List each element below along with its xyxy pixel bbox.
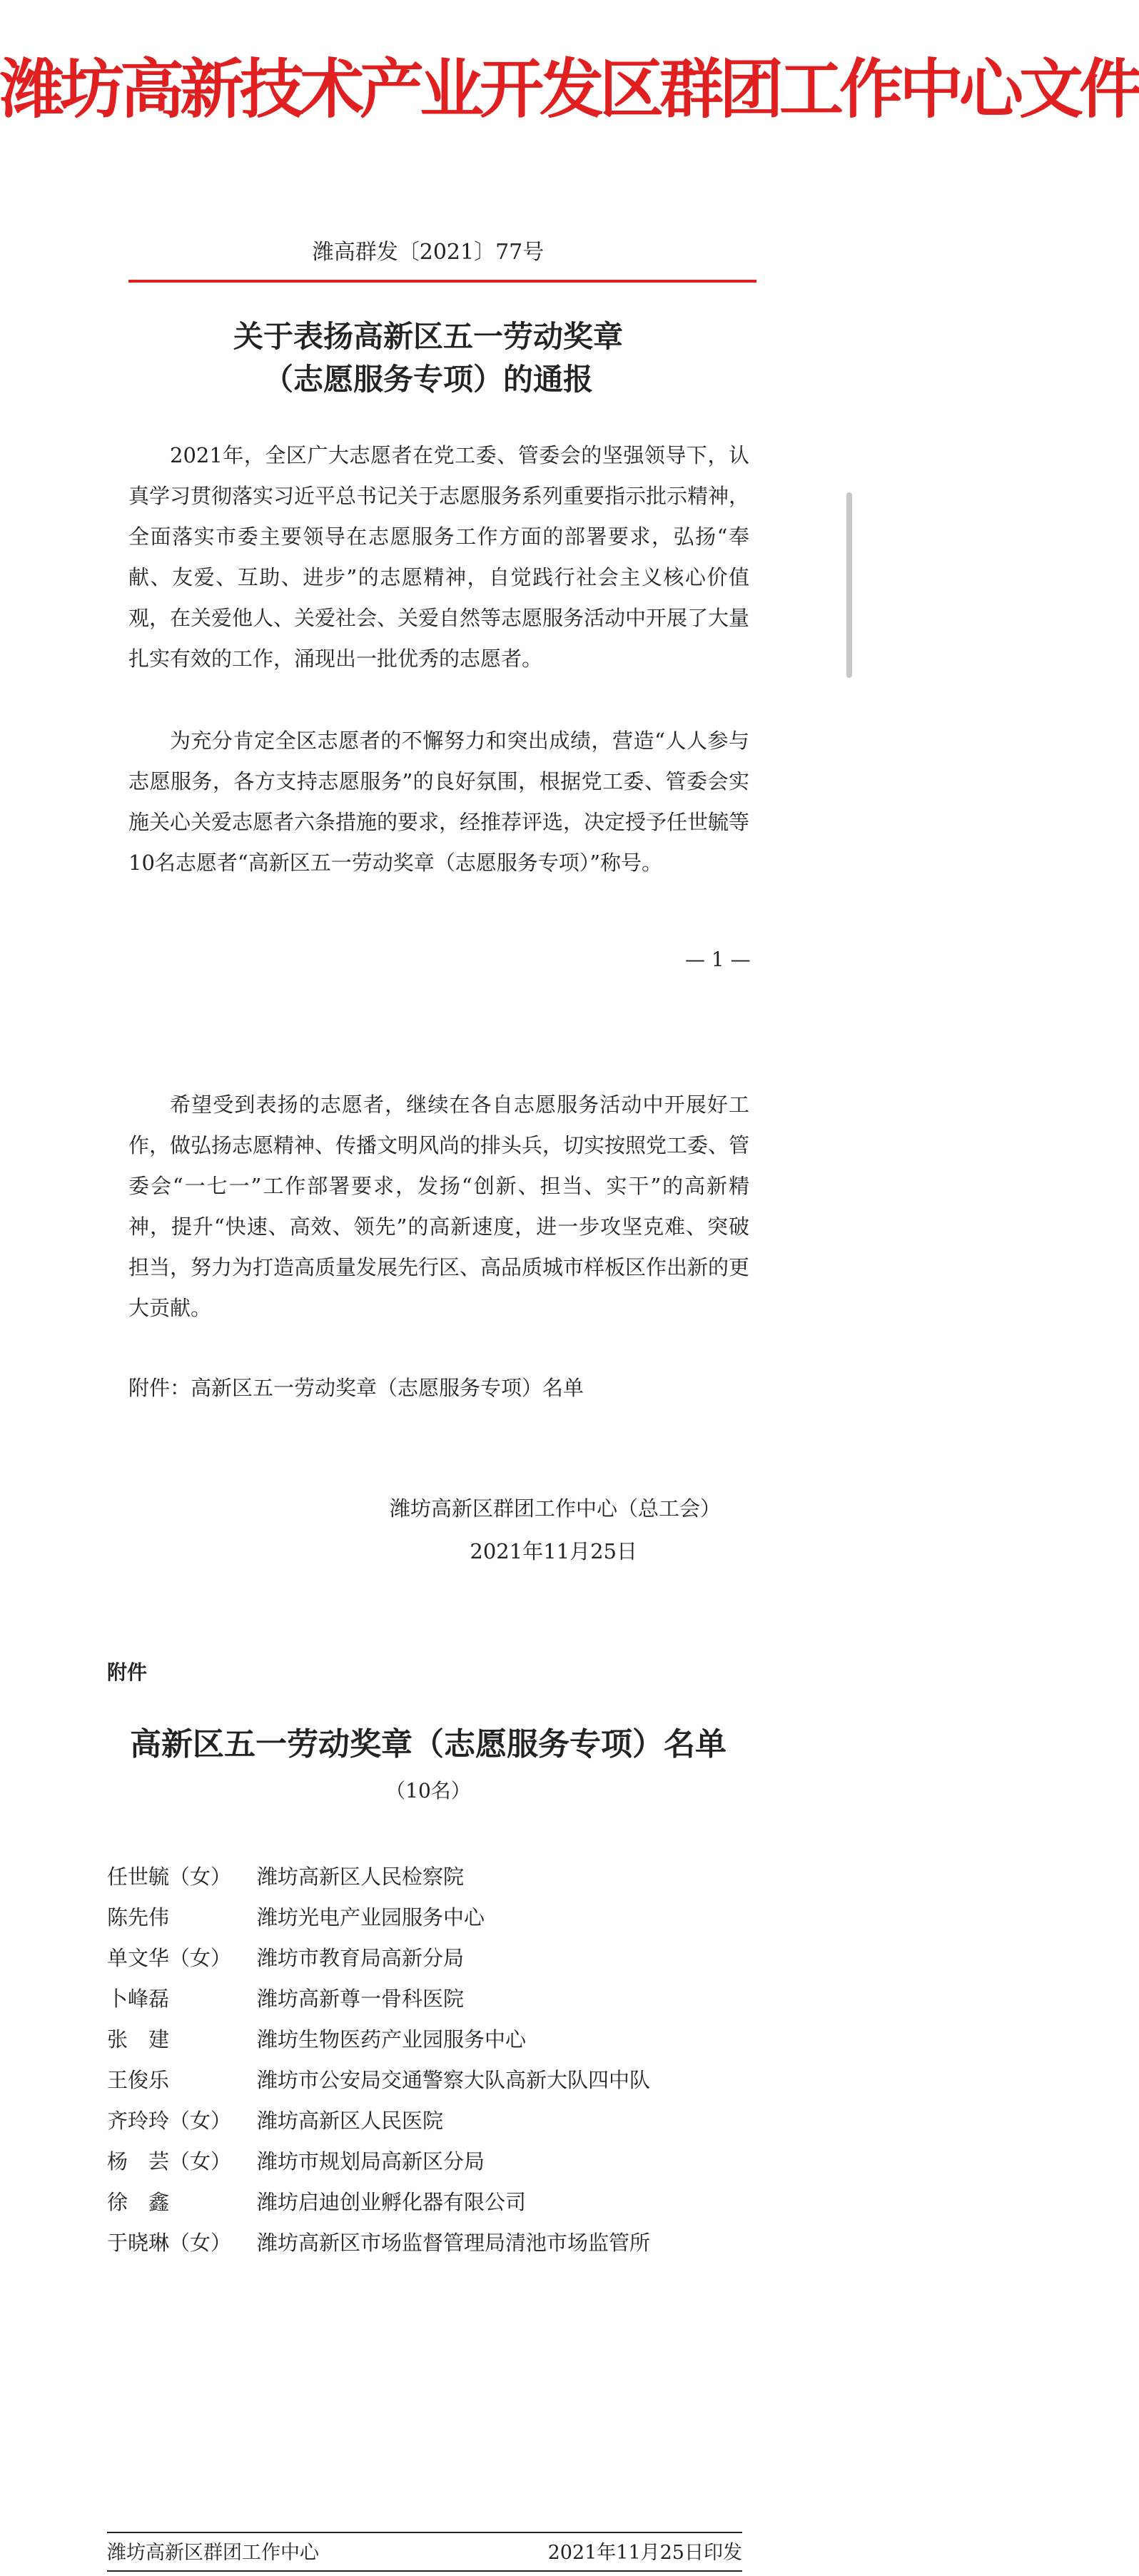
honoree-unit: 潍坊市公安局交通警察大队高新大队四中队 [257, 2068, 651, 2092]
honoree-row [107, 2221, 785, 2262]
signature-date: 2021年11月25日 [470, 1539, 637, 1563]
notice-title-line-2: （志愿服务专项）的通报 [263, 362, 593, 397]
honoree-unit: 潍坊高新区人民检察院 [257, 1865, 465, 1889]
honoree-name: 单文华（女） [107, 1946, 232, 1970]
honoree-name: 陈先伟 [107, 1905, 170, 1930]
honoree-row [107, 1855, 785, 1896]
notice-title-line-1: 关于表扬高新区五一劳动奖章 [233, 319, 623, 354]
honoree-unit: 潍坊高新尊一骨科医院 [257, 1987, 465, 2011]
page-number: — 1 — [685, 948, 751, 971]
honoree-list [107, 1855, 785, 2262]
document-header-title: 潍坊高新技术产业开发区群团工作中心文件 [0, 51, 1139, 127]
honoree-unit: 潍坊启迪创业孵化器有限公司 [257, 2190, 527, 2214]
signature-organization: 潍坊高新区群团工作中心（总工会） [389, 1496, 721, 1521]
honoree-row [107, 2099, 785, 2140]
honoree-row [107, 1977, 785, 2018]
body-paragraph-1: 2021年，全区广大志愿者在党工委、管委会的坚强领导下，认真学习贯彻落实习近平总书记关于志愿服务系列重要指示批示精神，全面落实市委主要领导在志愿服务工作方面的部署要求，弘扬“奉献、友爱、互助、进步”的志愿精神，自觉践行社会主义核心价值观，在关爱他人、关爱社会、关爱自然等志愿服务活动中开展了大量扎实有效的工作，涌现出一批优秀的志愿者。 [128, 443, 750, 671]
honoree-count: （10名） [385, 1779, 471, 1802]
honoree-name: 徐 鑫 [107, 2190, 170, 2214]
honoree-name: 任世毓（女） [107, 1865, 232, 1889]
honoree-name: 张 建 [107, 2027, 170, 2052]
header-divider [128, 280, 756, 283]
honoree-unit: 潍坊光电产业园服务中心 [257, 1905, 485, 1930]
honoree-row [107, 2059, 785, 2099]
footer-divider-top [107, 2532, 742, 2533]
honoree-list-title: 高新区五一劳动奖章（志愿服务专项）名单 [130, 1726, 727, 1763]
footer-print-date: 2021年11月25日印发 [547, 2542, 742, 2564]
page-scrollbar[interactable] [846, 492, 852, 678]
honoree-row [107, 2181, 785, 2221]
honoree-row [107, 1937, 785, 1977]
document-number: 潍高群发〔2021〕77号 [312, 240, 545, 265]
honoree-name: 卜峰磊 [107, 1987, 170, 2011]
honoree-row [107, 2140, 785, 2181]
honoree-unit: 潍坊高新区人民医院 [257, 2109, 444, 2133]
honoree-name: 杨 芸（女） [107, 2149, 232, 2174]
attachment-note: 附件：高新区五一劳动奖章（志愿服务专项）名单 [128, 1376, 584, 1400]
honoree-name: 齐玲玲（女） [107, 2109, 232, 2133]
footer-divider-bottom [107, 2570, 742, 2572]
honoree-name: 王俊乐 [107, 2068, 170, 2092]
honoree-unit: 潍坊生物医药产业园服务中心 [257, 2027, 527, 2052]
honoree-unit: 潍坊市规划局高新区分局 [257, 2149, 485, 2174]
body-paragraph-3: 希望受到表扬的志愿者，继续在各自志愿服务活动中开展好工作，做弘扬志愿精神、传播文明风尚的排头兵，切实按照党工委、管委会“一七一”工作部署要求，发扬“创新、担当、实干”的高新精神，提升“快速、高效、领先”的高新速度，进一步攻坚克难、突破担当，努力为打造高质量发展先行区、高品质城市样板区作出新的更大贡献。 [128, 1092, 750, 1320]
honoree-unit: 潍坊市教育局高新分局 [257, 1946, 465, 1970]
honoree-name: 于晓琳（女） [107, 2231, 232, 2255]
honoree-row [107, 2018, 785, 2059]
appendix-label: 附件 [107, 1660, 148, 1684]
footer-organization: 潍坊高新区群团工作中心 [107, 2542, 319, 2564]
honoree-unit: 潍坊高新区市场监督管理局清池市场监管所 [257, 2231, 651, 2255]
honoree-row [107, 1896, 785, 1937]
body-paragraph-2: 为充分肯定全区志愿者的不懈努力和突出成绩，营造“人人参与志愿服务，各方支持志愿服务”的良好氛围，根据党工委、管委会实施关心关爱志愿者六条措施的要求，经推荐评选，决定授予任世毓等10名志愿者“高新区五一劳动奖章（志愿服务专项）”称号。 [128, 729, 750, 875]
